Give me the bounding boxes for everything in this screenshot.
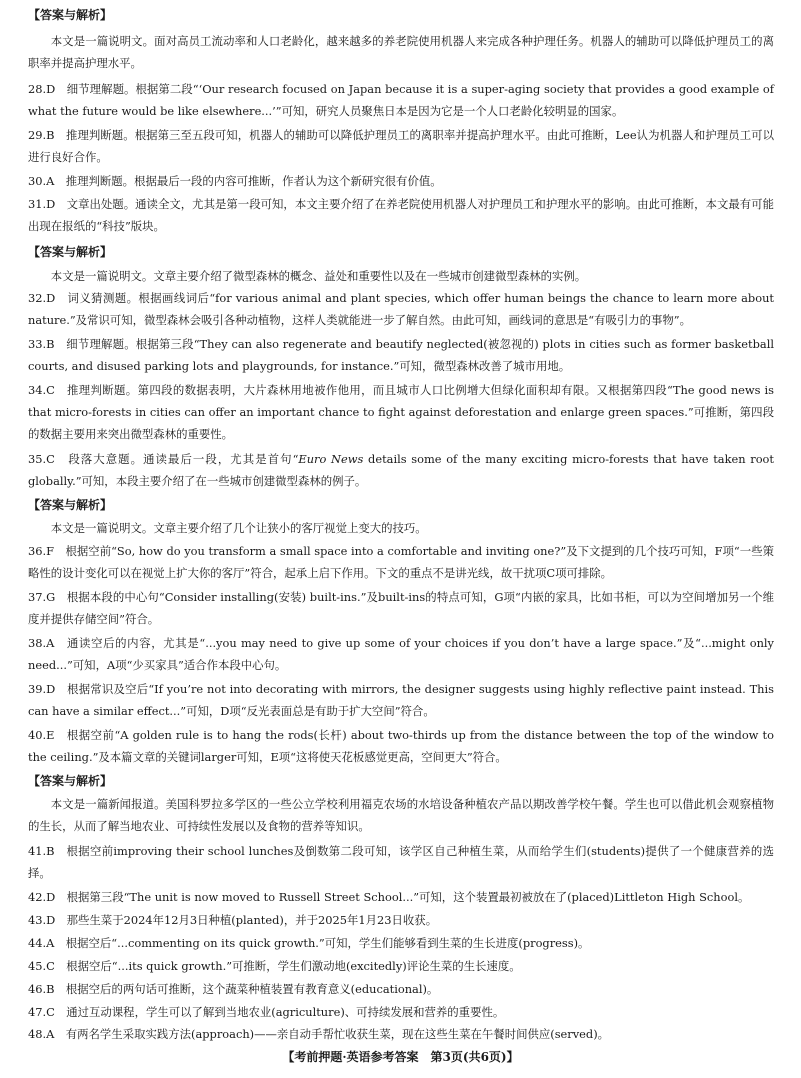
answer-44: 44.A 根据空后“...commenting on its quick growth.”可知，学生们能够看到生菜的生长进度(progress)。	[28, 936, 590, 950]
answer-32: 32.D 词义猜测题。根据画线词后“for various animal and plant species, which offer human beings the chance to learn more about nature.”及常识可知，微型森林会吸引各种动植物，这样人类就能进一步了解自然。由此可知，画线词的意思是“有吸引力的事物”。	[28, 291, 774, 328]
answer-41: 41.B 根据空前improving their school lunches及倒数第二段可知，该学区自己种植生菜，从而给学生们(students)提供了一个健康营养的选择。	[28, 844, 774, 881]
answer-38: 38.A 通读空后的内容，尤其是“...you may need to give up some of your choices if you don’t have a large space.”及“...might only need...”可知，A项“少买家具”适合作本段中心句。	[28, 636, 774, 673]
answer-46: 46.B 根据空后的两句话可推断，这个蔬菜种植装置有教育意义(educational)。	[28, 982, 439, 996]
answer-36: 36.F 根据空前“So, how do you transform a small space into a comfortable and inviting one?”及下文提到的几个技巧可知，F项“一些策略性的设计变化可以在视觉上扩大你的客厅”符合，起承上启下作用。下文的重点不是讲光线，故干扰项C项可排除。	[28, 544, 774, 581]
section-2-intro: 本文是一篇说明文。文章主要介绍了微型森林的概念、益处和重要性以及在一些城市创建微型森林的实例。	[50, 269, 587, 283]
answer-35-pre: 35.C 段落大意题。通读最后一段，尤其是首句“	[28, 452, 299, 466]
answer-34: 34.C 推理判断题。第四段的数据表明，大片森林用地被作他用，而且城市人口比例增大但绿化面积却有限。又根据第四段“The good news is that micro-forests in cities can offer an important chance to fight against deforestation and enlarge green spaces.”可推断，第四段的数据主要用来突出微型森林的重要性。	[28, 383, 774, 442]
answer-29: 29.B 推理判断题。根据第三至五段可知，机器人的辅助可以降低护理员工的离职率并提高护理水平。由此可推断，Lee认为机器人和护理员工可以进行良好合作。	[28, 128, 774, 165]
answer-43: 43.D 那些生菜于2024年12月3日种植(planted)，并于2025年1月23日收获。	[28, 913, 438, 927]
answer-47: 47.C 通过互动课程，学生可以了解到当地农业(agriculture)、可持续发展和营养的重要性。	[28, 1005, 505, 1019]
answer-45: 45.C 根据空后“...its quick growth.”可推断，学生们激动地(excitedly)评论生菜的生长速度。	[28, 959, 521, 973]
answer-39: 39.D 根据常识及空后“If you’re not into decorating with mirrors, the designer suggests using highly reflective paint instead. This can have a similar effect...”可知，D项“反光表面总是有助于扩大空间”符合。	[28, 682, 774, 719]
answer-40: 40.E 根据空前“A golden rule is to hang the rods(长杆) about two-thirds up from the distance between the top of the window to the ceiling.”及本篇文章的关键词larger可知，E项“这将使天花板感觉更高，空间更大”符合。	[28, 728, 774, 765]
section-1-heading: 【答案与解析】	[28, 8, 113, 22]
answer-30: 30.A 推理判断题。根据最后一段的内容可推断，作者认为这个新研究很有价值。	[28, 174, 442, 188]
answer-35-source: Euro News	[298, 452, 364, 466]
answer-33: 33.B 细节理解题。根据第三段“They can also regenerate and beautify neglected(被忽视的) plots in cities such as former basketball courts, and disused parking lots and playgrounds, for instance.”可知，微型森林改善了城市用地。	[28, 337, 774, 374]
answer-42: 42.D 根据第三段“The unit is now moved to Russell Street School...”可知，这个装置最初被放在了(placed)Littleton High School。	[28, 890, 750, 904]
section-3-intro: 本文是一篇说明文。文章主要介绍了几个让狭小的客厅视觉上变大的技巧。	[50, 521, 427, 535]
answer-37: 37.G 根据本段的中心句“Consider installing(安装) built-ins.”及built-ins的特点可知，G项“内嵌的家具，比如书柜，可以为空间增加另一个维度并提供存储空间”符合。	[28, 590, 774, 627]
answer-35-post: details some of the many exciting micro-forests that have taken root globally.”可知，本段主要介绍了在一些城市创建微型森林的例子。	[28, 452, 774, 489]
section-1-intro: 本文是一篇说明文。面对高员工流动率和人口老龄化，越来越多的养老院使用机器人来完成各种护理任务。机器人的辅助可以降低护理员工的离职率并提高护理水平。	[28, 34, 774, 71]
answer-35	[28, 448, 774, 492]
answer-31: 31.D 文章出处题。通读全文，尤其是第一段可知，本文主要介绍了在养老院使用机器人对护理员工和护理水平的影响。由此可推断，本文最有可能出现在报纸的“科技”版块。	[28, 197, 774, 234]
section-2-heading: 【答案与解析】	[28, 245, 113, 259]
section-4-intro: 本文是一篇新闻报道。美国科罗拉多学区的一些公立学校利用福克农场的水培设备种植农产品以期改善学校午餐。学生也可以借此机会观察植物的生长，从而了解当地农业、可持续性发展以及食物的营养等知识。	[28, 797, 774, 834]
answer-48: 48.A 有两名学生采取实践方法(approach)——亲自动手帮忙收获生菜，现在这些生菜在午餐时间供应(served)。	[28, 1027, 610, 1041]
section-3-heading: 【答案与解析】	[28, 498, 113, 512]
page-footer: 【考前押题·英语参考答案 第3页(共6页)】	[282, 1050, 519, 1064]
answer-28: 28.D 细节理解题。根据第二段“‘Our research focused on Japan because it is a super-aging society that provides a good example of what the future would be like elsewhere...’”可知，研究人员聚焦日本是因为它是一个人口老龄化较明显的国家。	[28, 82, 774, 119]
section-4-heading: 【答案与解析】	[28, 774, 113, 788]
